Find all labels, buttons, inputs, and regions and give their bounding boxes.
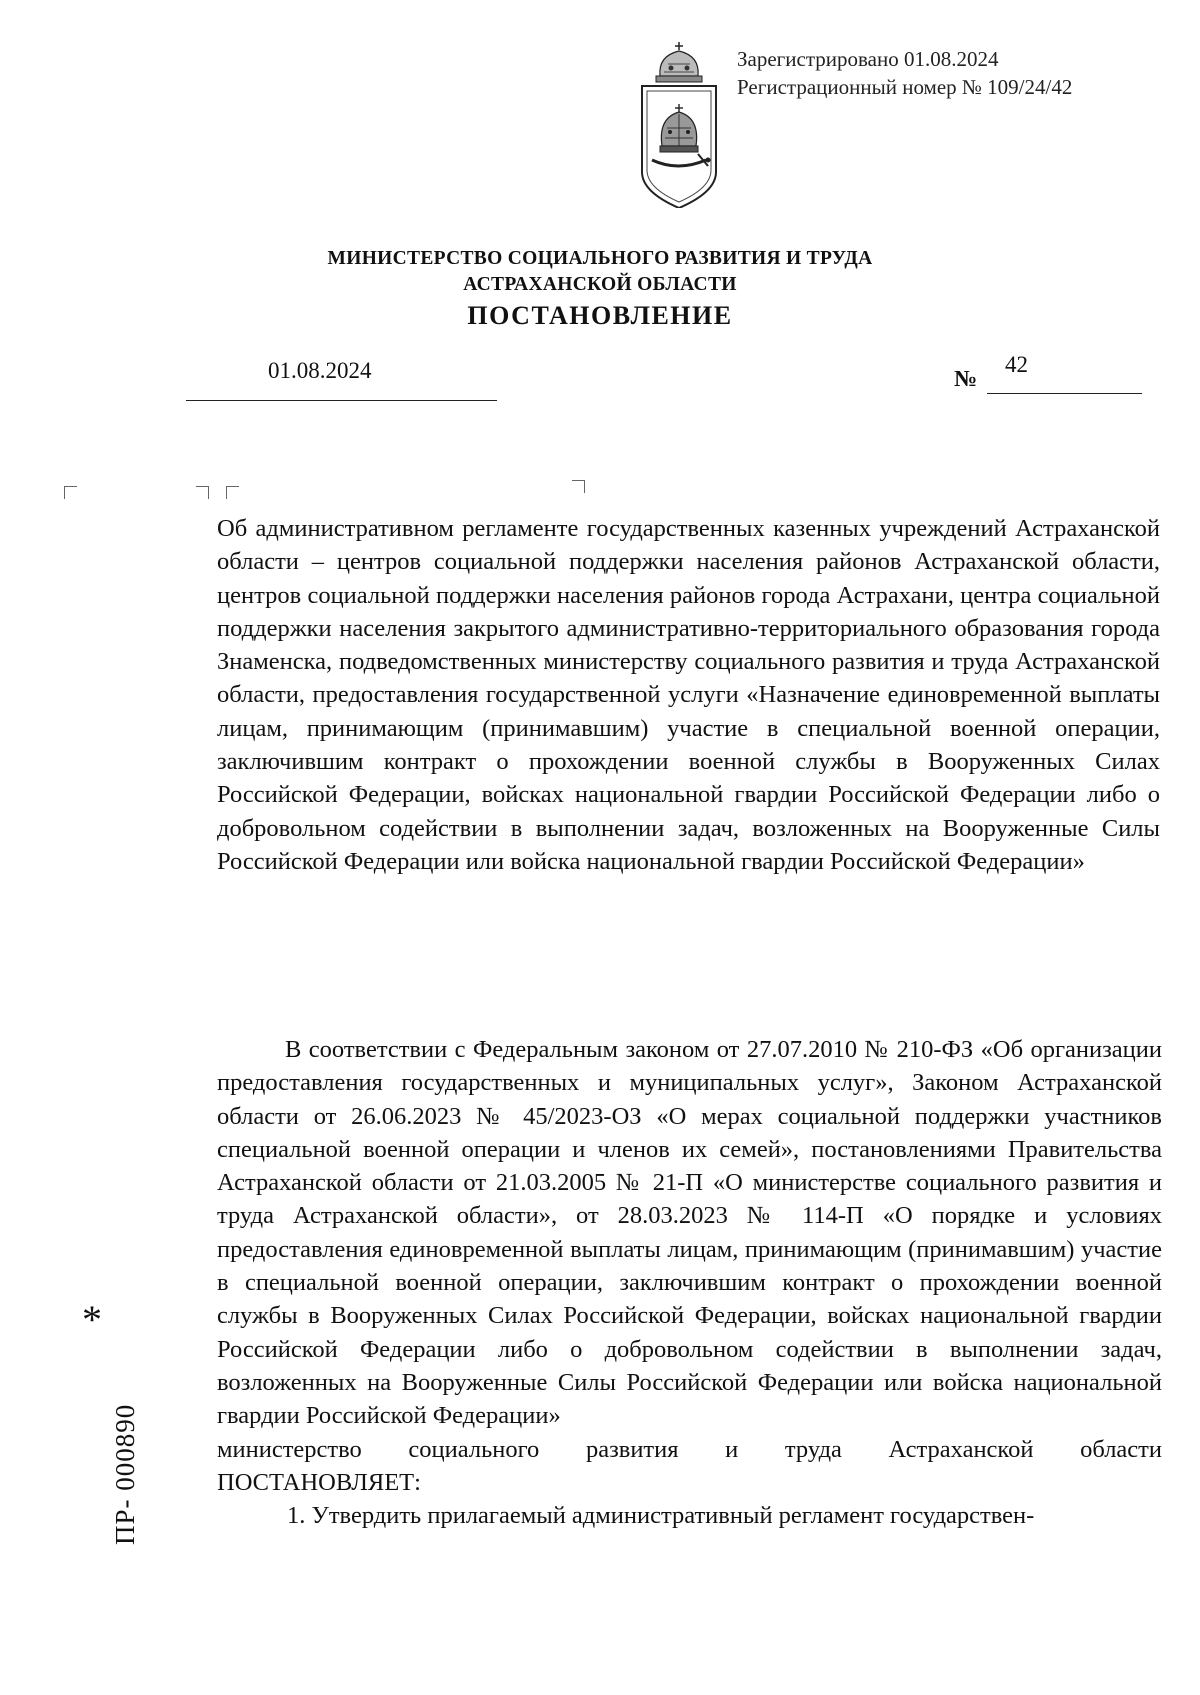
side-document-code: ПР- 000890 — [110, 1403, 140, 1545]
ministry-name-line-2: АСТРАХАНСКОЙ ОБЛАСТИ — [463, 274, 737, 295]
coat-of-arms-emblem — [638, 42, 720, 208]
resolves-word: ПОСТАНОВЛЯЕТ: — [217, 1468, 421, 1496]
document-subject — [217, 512, 1160, 878]
ministry-name — [0, 246, 1200, 298]
resolving-authority: министерство социального развития и труда Астраханской области — [217, 1435, 1162, 1463]
document-date: 01.08.2024 — [268, 358, 372, 383]
document-number: 42 — [1005, 352, 1028, 377]
number-sign: № — [954, 366, 978, 391]
date-underline — [186, 400, 497, 401]
registration-number: Регистрационный номер № 109/24/42 — [737, 75, 1073, 99]
asterisk-mark: * — [82, 1297, 102, 1342]
number-underline — [987, 393, 1142, 394]
corner-mark — [64, 486, 77, 499]
document-type-title: ПОСТАНОВЛЕНИЕ — [467, 301, 733, 330]
subject-text: Об административном регламенте государственных казенных учреждений Астраханской области – центров социальной поддержки населения районов Астраханской области, центров социальной поддержки населения районов города Астрахани, центра социальной поддержки населения закрытого административно-территориального образования города Знаменска, подведомственных министерству социального развития и труда Астраханской области, предоставления государственной услуги «Назначение единовременной выплаты лицам, принимающим (принимавшим) участие в специальной военной операции, заключившим контракт о прохождении военной службы в Вооруженных Силах Российской Федерации, войсках национальной гвардии Российской Федерации либо о добровольном содействии в выполнении задач, возложенных на Вооруженные Силы Российской Федерации или войска национальной гвардии Российской Федерации» — [217, 515, 1160, 875]
registration-stamp — [737, 45, 1072, 101]
corner-mark — [226, 486, 239, 499]
corner-mark — [196, 486, 209, 499]
corner-mark — [572, 480, 585, 493]
ministry-name-line-1: МИНИСТЕРСТВО СОЦИАЛЬНОГО РАЗВИТИЯ И ТРУДА — [327, 248, 873, 269]
item-1-paragraph: 1. Утвердить прилагаемый административный регламент государствен- — [287, 1502, 1035, 1530]
document-body — [217, 1033, 1162, 1532]
registration-date: Зарегистрировано 01.08.2024 — [737, 47, 999, 71]
preamble-paragraph: В соответствии с Федеральным законом от 27.07.2010 № 210-ФЗ «Об организации предоставления государственных и муниципальных услуг», Законом Астраханской области от 26.06.2023 № 45/2023-ОЗ «О мерах социальной поддержки участников специальной военной операции и членов их семей», постановлениями Правительства Астраханской области от 21.03.2005 № 21-П «О министерстве социального развития и труда Астраханской области», от 28.03.2023 № 114-П «О порядке и условиях предоставления единовременной выплаты лицам, принимающим (принимавшим) участие в специальной военной операции, заключившим контракт о прохождении военной службы в Вооруженных Силах Российской Федерации, войсках национальной гвардии Российской Федерации либо о добровольном содействии в выполнении задач, возложенных на Вооруженные Силы Российской Федерации или войска национальной гвардии Российской Федерации» — [217, 1036, 1162, 1430]
